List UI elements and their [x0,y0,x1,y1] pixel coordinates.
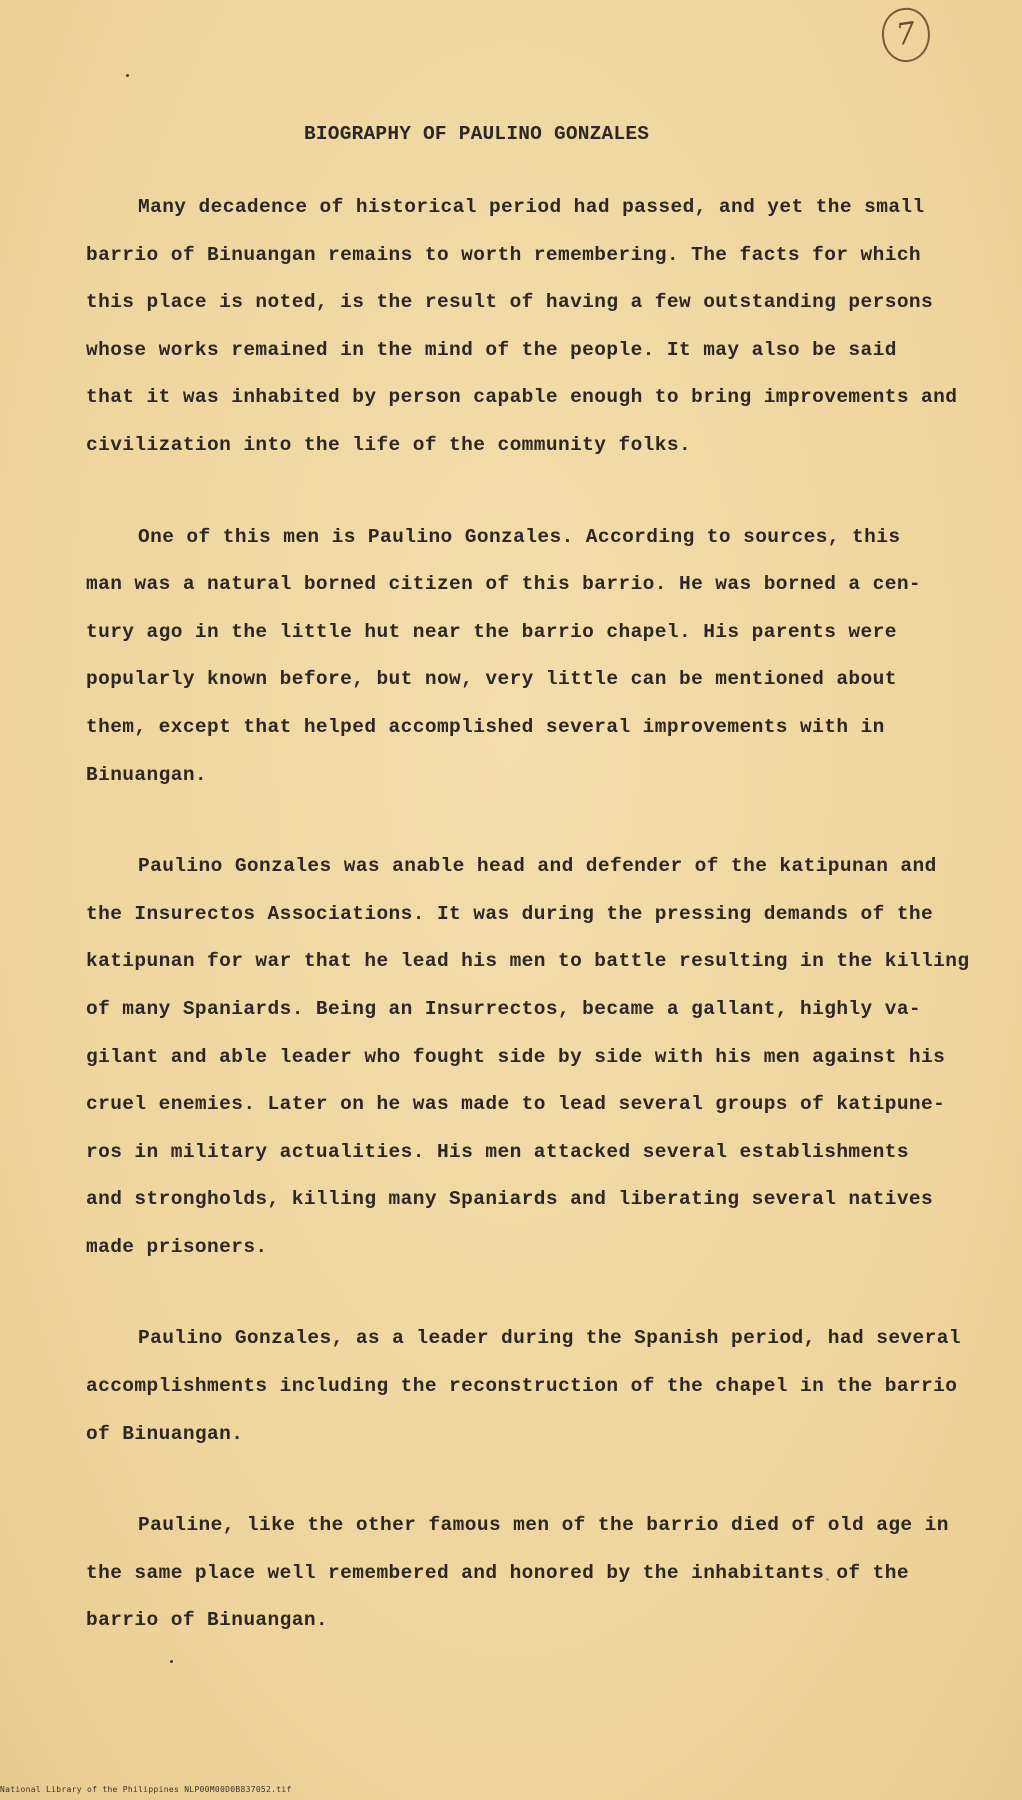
document-body [86,118,970,1689]
text-line: of many Spaniards. Being an Insurrectos, became a gallant, highly va- [86,997,922,1020]
text-line: accomplishments including the reconstruction of the chapel in the barrio [86,1375,958,1398]
text-line: the Insurectos Associations. It was during the pressing demands of the [86,902,934,925]
text-line: of Binuangan. [86,1422,244,1445]
text-line: ros in military actualities. His men attacked several establishments [86,1140,909,1163]
text-line: tury ago in the little hut near the barrio chapel. His parents were [86,620,897,643]
text-line: Many decadence of historical period had passed, and yet the small [138,196,925,218]
text-line: katipunan for war that he lead his men to battle resulting in the killing [86,950,970,973]
text-line: popularly known before, but now, very little can be mentioned about [86,668,897,691]
text-line: whose works remained in the mind of the people. It may also be said [86,338,897,361]
ink-speck [126,74,129,77]
paragraph-3 [86,843,970,1271]
text-line: cruel enemies. Later on he was made to lead several groups of katipune- [86,1093,946,1116]
text-line: this place is noted, is the result of having a few outstanding persons [86,291,934,314]
text-line: Pauline, like the other famous men of the barrio died of old age in [138,1514,949,1537]
page-number-stamp: 7 [878,5,933,65]
text-line: barrio of Binuangan remains to worth remembering. The facts for which [86,243,922,266]
text-line: civilization into the life of the community folks. [86,433,692,456]
text-line: them, except that helped accomplished several improvements with in [86,715,885,738]
text-line: gilant and able leader who fought side by side with his men against his [86,1045,946,1068]
paragraph-2 [86,514,966,800]
document-title: BIOGRAPHY OF PAULINO GONZALES [304,123,650,145]
text-line: barrio of Binuangan. [86,1609,329,1632]
text-line: the same place well remembered and honored by the inhabitants of the [86,1561,909,1584]
text-line: Paulino Gonzales, as a leader during the Spanish period, had several [138,1327,961,1350]
paragraph-4 [86,1315,966,1458]
text-line: Binuangan. [86,763,208,786]
text-line: that it was inhabited by person capable enough to bring improvements and [86,386,958,409]
paragraph-5 [86,1502,966,1645]
text-line: and strongholds, killing many Spaniards and liberating several natives [86,1188,934,1211]
text-line: Paulino Gonzales was anable head and defender of the katipunan and [138,855,937,878]
text-line: made prisoners. [86,1235,268,1258]
archive-footer: National Library of the Philippines NLP00M00D0B837052.tif [0,1785,292,1794]
paragraph-1 [86,184,966,470]
text-line: One of this men is Paulino Gonzales. According to sources, this [138,525,901,548]
text-line: man was a natural borned citizen of this barrio. He was borned a cen- [86,573,922,596]
